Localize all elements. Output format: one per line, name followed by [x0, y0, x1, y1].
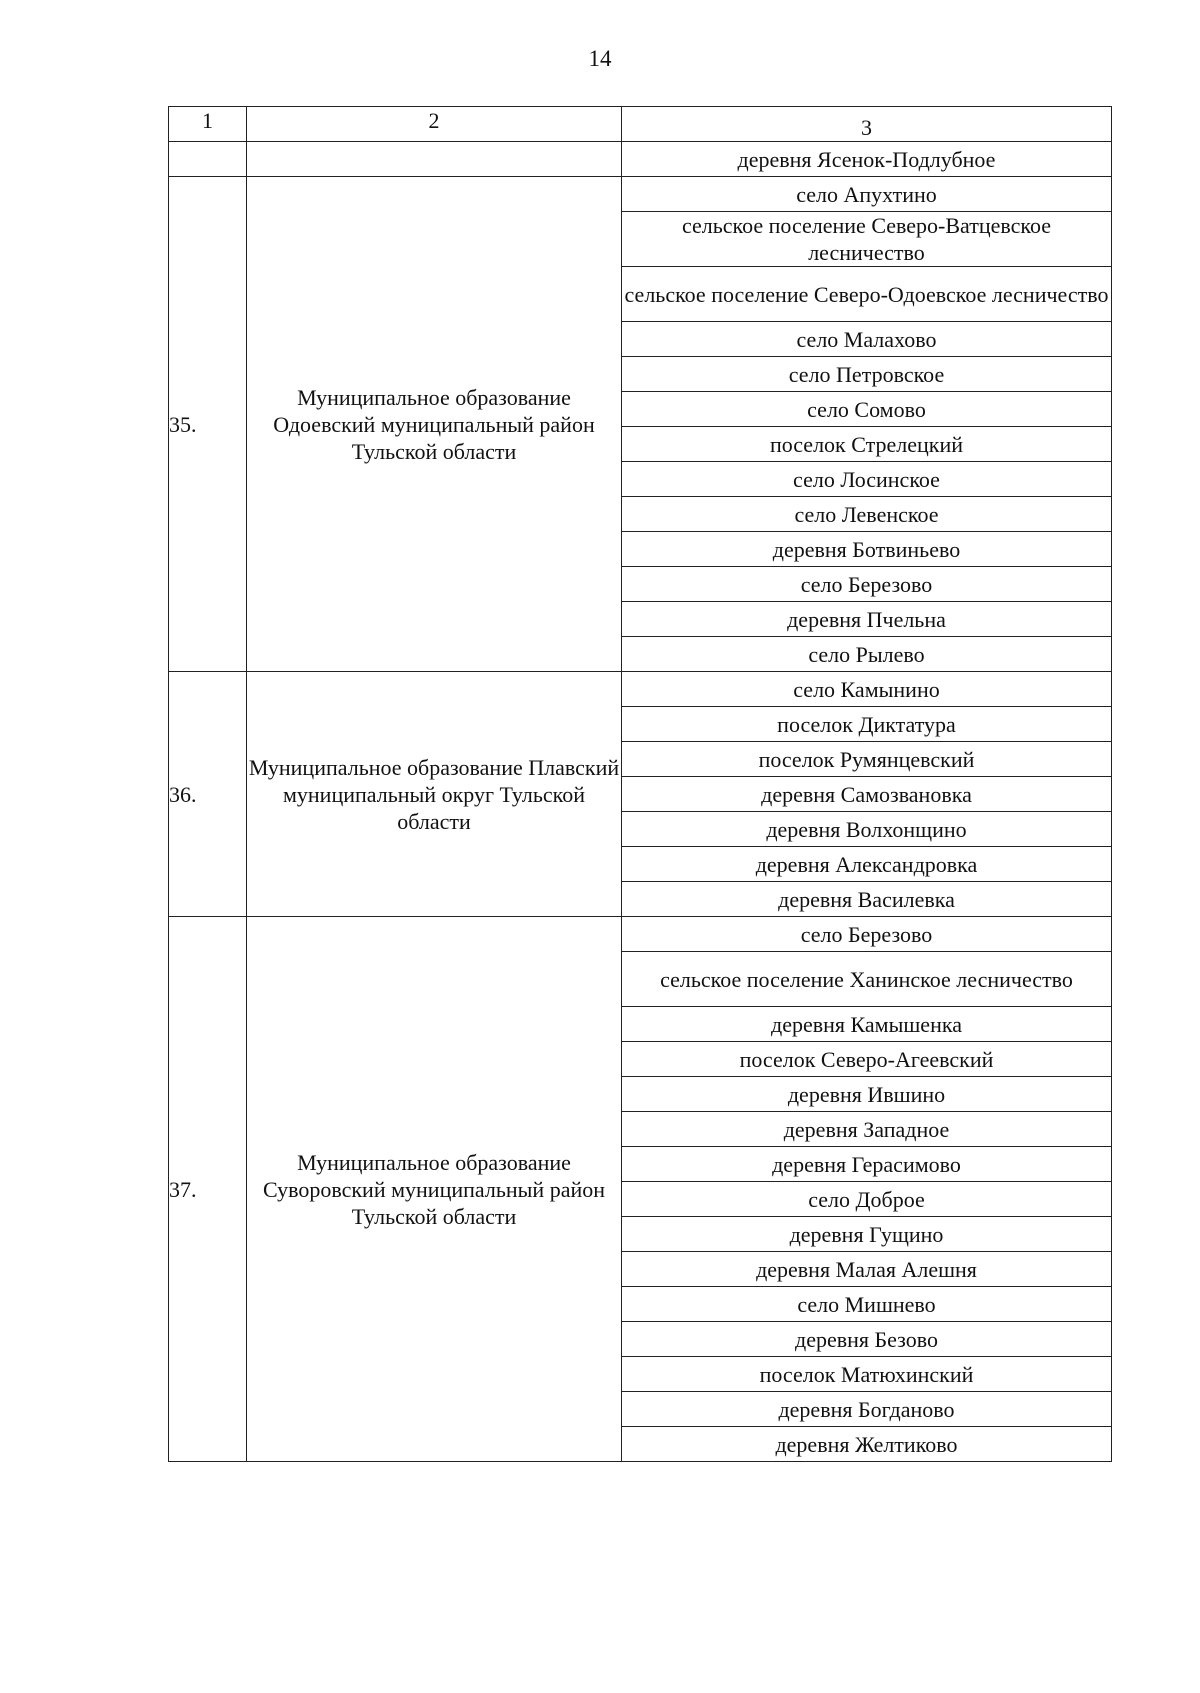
row-number: 36. [169, 672, 247, 917]
place-cell: деревня Богданово [622, 1392, 1112, 1427]
place-cell: село Сомово [622, 392, 1112, 427]
place-cell: село Малахово [622, 322, 1112, 357]
place-cell: село Левенское [622, 497, 1112, 532]
place-cell: деревня Гущино [622, 1217, 1112, 1252]
place-cell: деревня Волхонщино [622, 812, 1112, 847]
place-cell: деревня Ившино [622, 1077, 1112, 1112]
place-cell: сельское поселение Северо-Ватцевское лесничество [622, 212, 1112, 267]
municipality-name: Муниципальное образование Плавский муниципальный округ Тульской области [247, 672, 622, 917]
place-cell: деревня Безово [622, 1322, 1112, 1357]
page-number: 14 [588, 46, 612, 71]
place-cell: село Камынино [622, 672, 1112, 707]
continuation-row [169, 142, 1112, 177]
place-cell: поселок Северо-Агеевский [622, 1042, 1112, 1077]
row-number: 35. [169, 177, 247, 672]
empty-number-cell [169, 142, 247, 177]
place-cell: село Лосинское [622, 462, 1112, 497]
settlements-table [168, 106, 1112, 1462]
place-cell: село Апухтино [622, 177, 1112, 212]
place-cell: село Березово [622, 567, 1112, 602]
place-cell: поселок Матюхинский [622, 1357, 1112, 1392]
place-cell: село Доброе [622, 1182, 1112, 1217]
table-row [169, 672, 1112, 707]
header-cell-1: 1 [169, 107, 247, 142]
place-cell: село Петровское [622, 357, 1112, 392]
row-number: 37. [169, 917, 247, 1462]
place-cell: деревня Камышенка [622, 1007, 1112, 1042]
place-cell: село Рылево [622, 637, 1112, 672]
header-cell-3: 3 [622, 107, 1112, 142]
place-cell: деревня Западное [622, 1112, 1112, 1147]
place-cell: поселок Диктатура [622, 707, 1112, 742]
municipality-name: Муниципальное образование Одоевский муниципальный район Тульской области [247, 177, 622, 672]
table-row [169, 917, 1112, 952]
place-cell: деревня Александровка [622, 847, 1112, 882]
place-cell: поселок Стрелецкий [622, 427, 1112, 462]
place-cell: деревня Ясенок-Подлубное [622, 142, 1112, 177]
empty-name-cell [247, 142, 622, 177]
header-row [169, 107, 1112, 142]
place-cell: деревня Василевка [622, 882, 1112, 917]
place-cell: деревня Самозвановка [622, 777, 1112, 812]
municipality-name: Муниципальное образование Суворовский муниципальный район Тульской области [247, 917, 622, 1462]
place-cell: село Березово [622, 917, 1112, 952]
table-body [169, 107, 1112, 1462]
table-row [169, 177, 1112, 212]
place-cell: сельское поселение Ханинское лесничество [622, 952, 1112, 1007]
place-cell: деревня Герасимово [622, 1147, 1112, 1182]
place-cell: сельское поселение Северо-Одоевское лесничество [622, 267, 1112, 322]
place-cell: деревня Пчельна [622, 602, 1112, 637]
place-cell: поселок Румянцевский [622, 742, 1112, 777]
header-cell-2: 2 [247, 107, 622, 142]
place-cell: деревня Желтиково [622, 1427, 1112, 1462]
place-cell: село Мишнево [622, 1287, 1112, 1322]
place-cell: деревня Малая Алешня [622, 1252, 1112, 1287]
place-cell: деревня Ботвиньево [622, 532, 1112, 567]
